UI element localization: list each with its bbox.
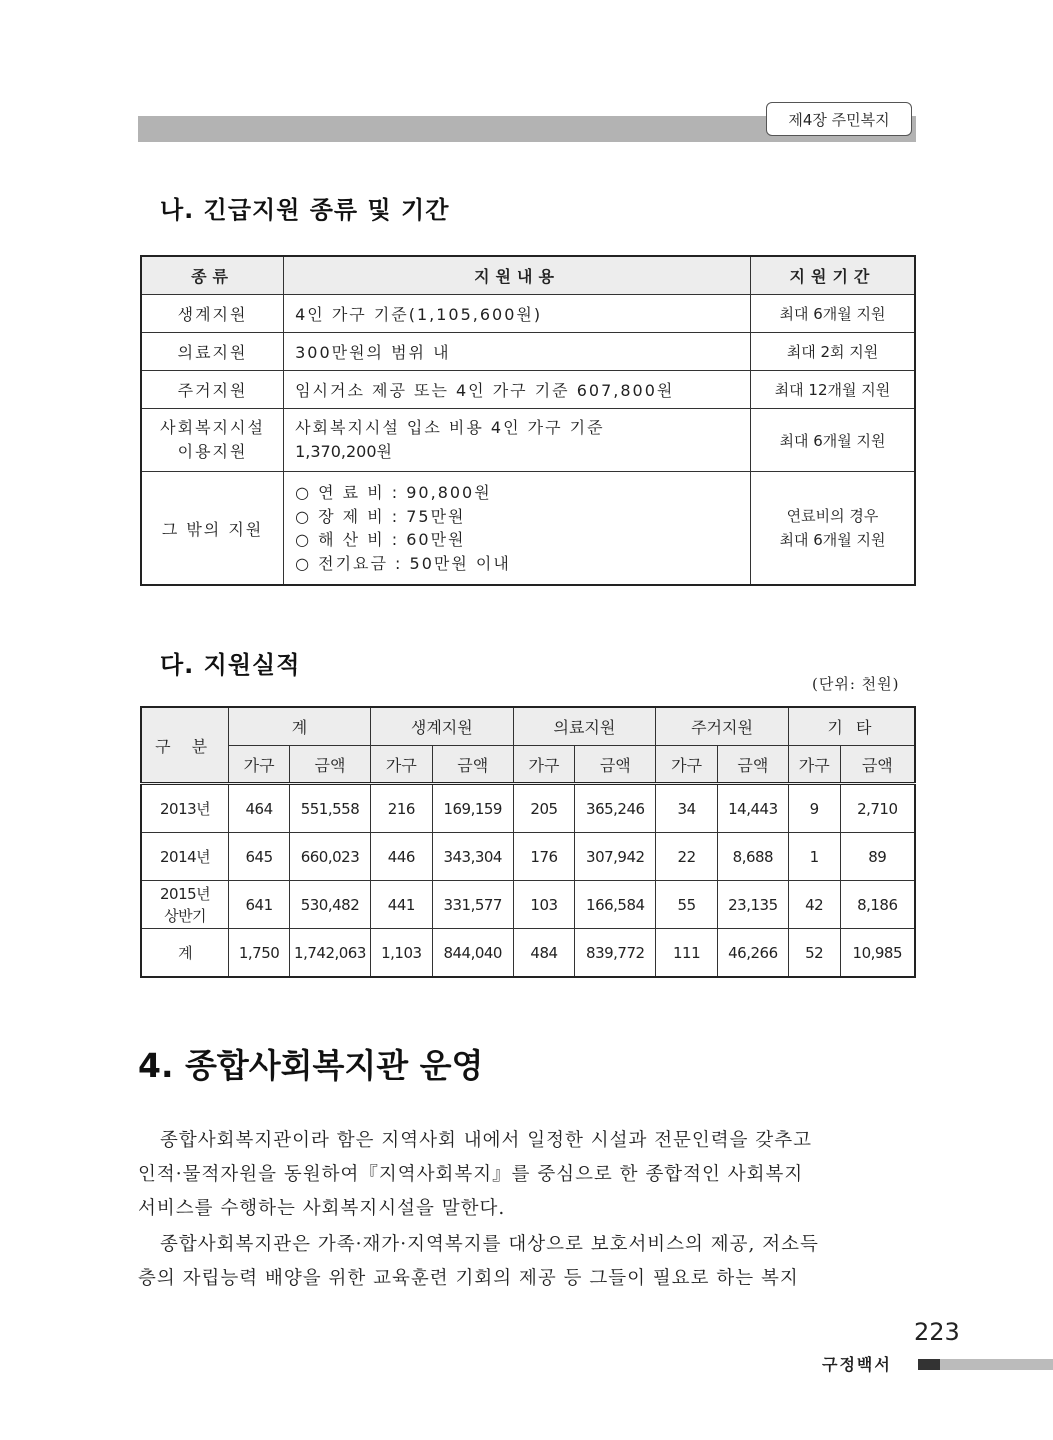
support-period: 최대 6개월 지원 bbox=[750, 295, 915, 333]
support-content: 300만원의 범위 내 bbox=[284, 333, 751, 371]
sub-header: 가구 bbox=[788, 746, 840, 784]
support-type: 의료지원 bbox=[141, 333, 284, 371]
column-header: 지원기간 bbox=[750, 256, 915, 295]
cell: 216 bbox=[370, 784, 432, 833]
cell: 307,942 bbox=[575, 833, 656, 881]
table-header-row bbox=[141, 256, 915, 295]
table-row bbox=[141, 371, 915, 409]
section-heading-da: 다. 지원실적 bbox=[160, 651, 301, 679]
row-label: 2014년 bbox=[141, 833, 229, 881]
paragraph-line: 층의 자립능력 배양을 위한 교육훈련 기회의 제공 등 그들이 필요로 하는 복지 bbox=[138, 1268, 799, 1289]
cell: 844,040 bbox=[432, 929, 513, 978]
cell: 343,304 bbox=[432, 833, 513, 881]
support-period: 최대 6개월 지원 bbox=[750, 409, 915, 472]
support-type bbox=[141, 409, 284, 472]
group-header: 계 bbox=[229, 707, 371, 746]
cell: 103 bbox=[513, 881, 575, 929]
paragraph-line: 인적·물적자원을 동원하여『지역사회복지』를 중심으로 한 종합적인 사회복지 bbox=[138, 1164, 804, 1185]
table-row bbox=[141, 472, 915, 586]
cell: 641 bbox=[229, 881, 290, 929]
footer-bar-light bbox=[940, 1359, 1053, 1370]
chapter-tab: 제4장 주민복지 bbox=[766, 102, 912, 136]
row-label: 2013년 bbox=[141, 784, 229, 833]
cell: 464 bbox=[229, 784, 290, 833]
support-period bbox=[750, 472, 915, 586]
support-content-line: 1,370,200원 bbox=[295, 442, 392, 461]
cell: 111 bbox=[656, 929, 718, 978]
row-label: 계 bbox=[141, 929, 229, 978]
support-item: ○ 연 료 비 : 90,800원 bbox=[295, 483, 492, 502]
support-item: ○ 전기요금 : 50만원 이내 bbox=[295, 553, 511, 573]
row-header-label: 구 분 bbox=[141, 707, 229, 784]
support-content: 임시거소 제공 또는 4인 가구 기준 607,800원 bbox=[284, 371, 751, 409]
row-label-line: 2015년 bbox=[159, 884, 211, 903]
cell: 1,750 bbox=[229, 929, 290, 978]
sub-header: 가구 bbox=[656, 746, 718, 784]
cell: 839,772 bbox=[575, 929, 656, 978]
table-row bbox=[141, 295, 915, 333]
cell: 365,246 bbox=[575, 784, 656, 833]
support-item: ○ 장 제 비 : 75만원 bbox=[295, 506, 466, 526]
support-content bbox=[284, 472, 751, 586]
support-content-line: 사회복지시설 입소 비용 4인 가구 기준 bbox=[295, 418, 605, 437]
support-type: 주거지원 bbox=[141, 371, 284, 409]
cell: 446 bbox=[370, 833, 432, 881]
column-header: 지원내용 bbox=[284, 256, 751, 295]
support-type: 그 밖의 지원 bbox=[141, 472, 284, 586]
cell: 42 bbox=[788, 881, 840, 929]
group-header: 생계지원 bbox=[370, 707, 513, 746]
cell: 176 bbox=[513, 833, 575, 881]
cell: 530,482 bbox=[290, 881, 371, 929]
support-type: 생계지원 bbox=[141, 295, 284, 333]
sub-header: 가구 bbox=[370, 746, 432, 784]
cell: 89 bbox=[840, 833, 915, 881]
paragraph-line: 서비스를 수행하는 사회복지시설을 말한다. bbox=[138, 1198, 506, 1219]
cell: 22 bbox=[656, 833, 718, 881]
cell: 645 bbox=[229, 833, 290, 881]
row-label-line: 상반기 bbox=[164, 906, 207, 925]
sub-header: 가구 bbox=[229, 746, 290, 784]
sub-header: 금액 bbox=[290, 746, 371, 784]
sub-header: 금액 bbox=[575, 746, 656, 784]
cell: 441 bbox=[370, 881, 432, 929]
cell: 2,710 bbox=[840, 784, 915, 833]
footer-bar-dark bbox=[918, 1359, 940, 1370]
cell: 10,985 bbox=[840, 929, 915, 978]
cell: 1,742,063 bbox=[290, 929, 371, 978]
support-period-line: 연료비의 경우 bbox=[786, 507, 879, 525]
group-header: 주거지원 bbox=[656, 707, 789, 746]
group-header: 기 타 bbox=[788, 707, 915, 746]
cell: 205 bbox=[513, 784, 575, 833]
support-content bbox=[284, 409, 751, 472]
support-type-line: 이용지원 bbox=[177, 442, 248, 461]
paragraph-line: 종합사회복지관은 가족·재가·지역복지를 대상으로 보호서비스의 제공, 저소득 bbox=[160, 1234, 819, 1255]
cell: 55 bbox=[656, 881, 718, 929]
sub-header: 금액 bbox=[432, 746, 513, 784]
cell: 8,186 bbox=[840, 881, 915, 929]
sub-header: 가구 bbox=[513, 746, 575, 784]
cell: 660,023 bbox=[290, 833, 371, 881]
table-total-row bbox=[141, 929, 915, 978]
cell: 34 bbox=[656, 784, 718, 833]
support-period-line: 최대 6개월 지원 bbox=[779, 531, 886, 549]
table-subheader-row bbox=[141, 746, 915, 784]
emergency-support-table bbox=[140, 255, 916, 586]
support-content: 4인 가구 기준(1,105,600원) bbox=[284, 295, 751, 333]
cell: 9 bbox=[788, 784, 840, 833]
support-type-line: 사회복지시설 bbox=[160, 418, 265, 437]
cell: 331,577 bbox=[432, 881, 513, 929]
sub-header: 금액 bbox=[717, 746, 788, 784]
paragraph-2 bbox=[138, 1228, 916, 1296]
section-heading-na: 나. 긴급지원 종류 및 기간 bbox=[160, 196, 450, 224]
sub-header: 금액 bbox=[840, 746, 915, 784]
support-results-table bbox=[140, 706, 916, 978]
support-item: ○ 해 산 비 : 60만원 bbox=[295, 530, 466, 549]
paragraph-line: 종합사회복지관이라 함은 지역사회 내에서 일정한 시설과 전문인력을 갖추고 bbox=[160, 1130, 813, 1151]
cell: 8,688 bbox=[717, 833, 788, 881]
table-row bbox=[141, 784, 915, 833]
cell: 169,159 bbox=[432, 784, 513, 833]
table-row bbox=[141, 833, 915, 881]
cell: 14,443 bbox=[717, 784, 788, 833]
unit-label: (단위: 천원) bbox=[812, 675, 900, 693]
column-header: 종류 bbox=[141, 256, 284, 295]
paragraph-1 bbox=[138, 1124, 916, 1226]
table-row bbox=[141, 333, 915, 371]
table-row bbox=[141, 409, 915, 472]
cell: 1 bbox=[788, 833, 840, 881]
section-heading-4: 4. 종합사회복지관 운영 bbox=[138, 1046, 484, 1085]
page-number: 223 bbox=[914, 1318, 960, 1346]
cell: 551,558 bbox=[290, 784, 371, 833]
table-header-row bbox=[141, 707, 915, 746]
book-name: 구정백서 bbox=[822, 1355, 892, 1374]
row-label bbox=[141, 881, 229, 929]
cell: 166,584 bbox=[575, 881, 656, 929]
support-period: 최대 2회 지원 bbox=[750, 333, 915, 371]
cell: 23,135 bbox=[717, 881, 788, 929]
cell: 46,266 bbox=[717, 929, 788, 978]
group-header: 의료지원 bbox=[513, 707, 656, 746]
support-period: 최대 12개월 지원 bbox=[750, 371, 915, 409]
table-row bbox=[141, 881, 915, 929]
cell: 484 bbox=[513, 929, 575, 978]
cell: 52 bbox=[788, 929, 840, 978]
cell: 1,103 bbox=[370, 929, 432, 978]
